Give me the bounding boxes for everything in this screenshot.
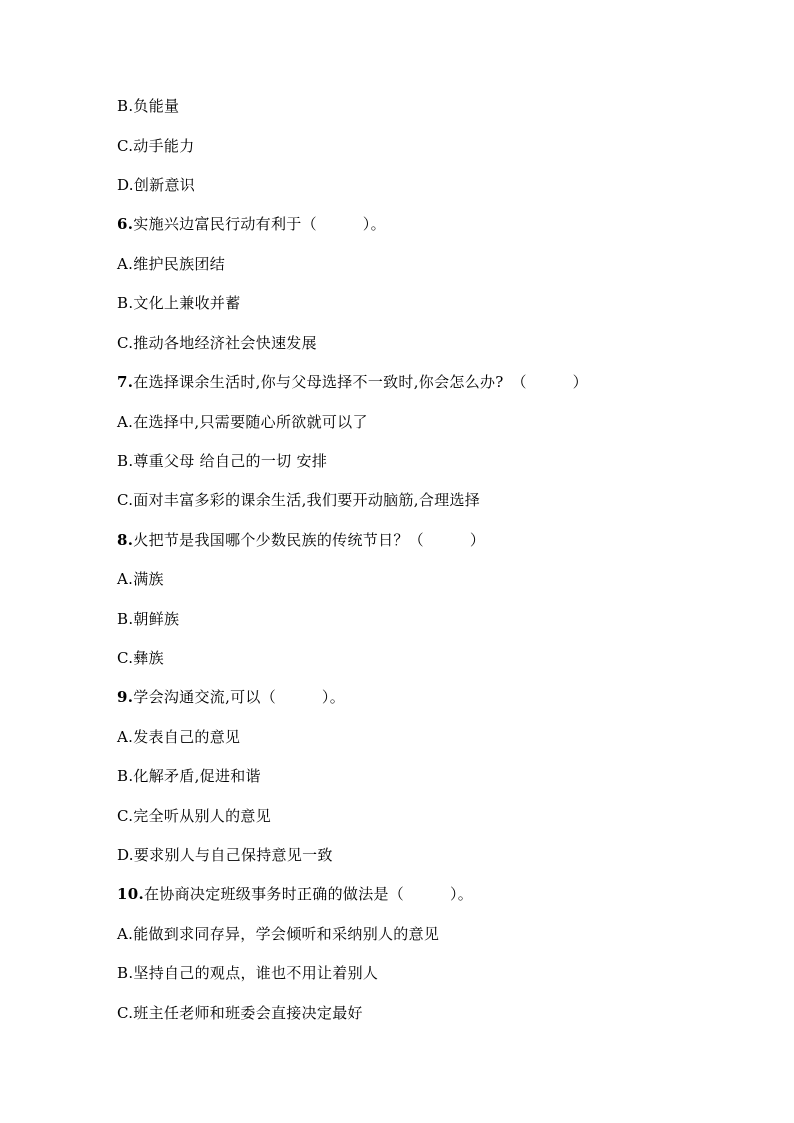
option-line: B.文化上兼收并蓄: [117, 294, 241, 312]
option-line: C.完全听从别人的意见: [117, 807, 272, 825]
option-line: C.彝族: [117, 649, 164, 667]
option-line: A.维护民族团结: [117, 255, 226, 273]
question-number: 7.: [117, 373, 134, 391]
option-line: B.坚持自己的观点，谁也不用让着别人: [117, 964, 379, 982]
question-text: 火把节是我国哪个少数民族的传统节日？（ ）: [133, 531, 486, 549]
option-line: A.发表自己的意见: [117, 728, 241, 746]
option-line: B.化解矛盾,促进和谐: [117, 767, 261, 785]
option-line: C.推动各地经济社会快速发展: [117, 334, 317, 352]
question-line: [117, 687, 345, 707]
option-line: D.要求别人与自己保持意见一致: [117, 846, 333, 864]
option-line: C.动手能力: [117, 137, 195, 155]
question-text: 在协商决定班级事务时正确的做法是（ ）。: [144, 885, 474, 903]
question-number: 10.: [117, 885, 144, 903]
option-line: D.创新意识: [117, 176, 196, 194]
question-text: 在选择课余生活时,你与父母选择不一致时,你会怎么办? （ ）: [133, 373, 588, 391]
option-line: B.负能量: [117, 97, 180, 115]
option-line: A.满族: [117, 570, 164, 588]
question-number: 6.: [117, 215, 134, 233]
option-line: B.朝鲜族: [117, 610, 180, 628]
option-line: C.面对丰富多彩的课余生活,我们要开动脑筋,合理选择: [117, 491, 481, 509]
question-line: [117, 530, 485, 550]
question-line: [117, 372, 588, 392]
option-line: A.在选择中,只需要随心所欲就可以了: [117, 413, 368, 431]
question-line: [117, 884, 473, 904]
question-number: 9.: [117, 688, 134, 706]
option-line: A.能做到求同存异，学会倾听和采纳别人的意见: [117, 925, 440, 943]
option-line: C.班主任老师和班委会直接决定最好: [117, 1004, 363, 1022]
question-text: 实施兴边富民行动有利于（ ）。: [133, 215, 386, 233]
question-number: 8.: [117, 531, 134, 549]
question-text: 学会沟通交流,可以（ ）。: [133, 688, 346, 706]
question-line: [117, 214, 386, 234]
option-line: B.尊重父母 给自己的一切 安排: [117, 452, 328, 470]
